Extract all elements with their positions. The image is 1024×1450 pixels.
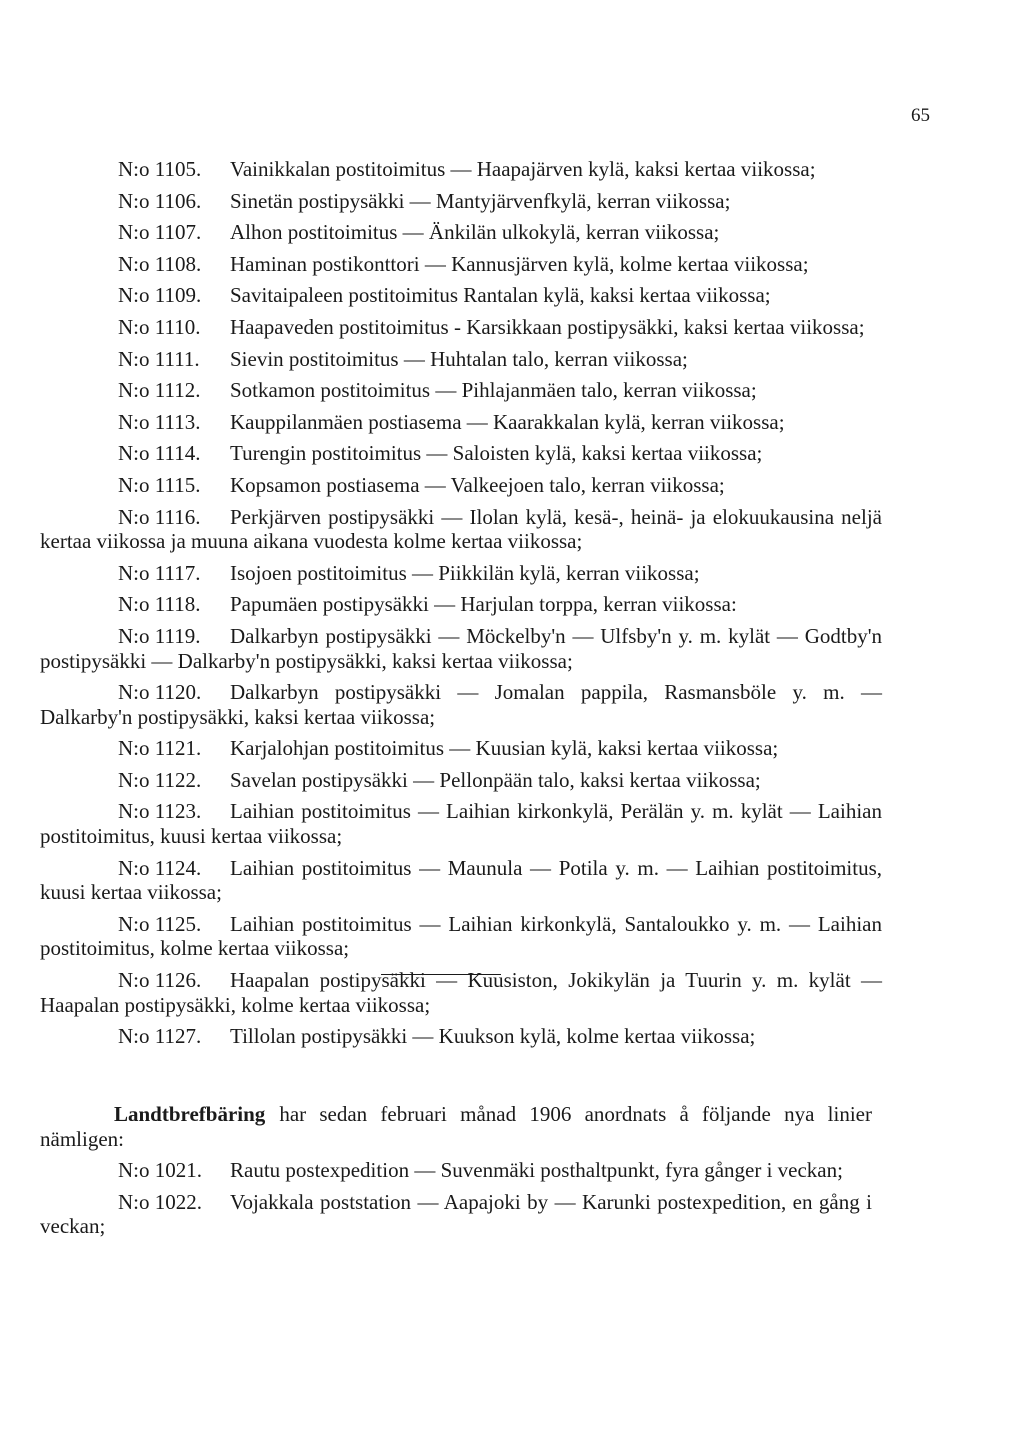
- page-number: 65: [911, 105, 930, 126]
- section-intro-text: har sedan februari månad 1906 anordnats å följande nya linier nämligen:: [40, 1102, 872, 1151]
- entry-number: N:o 1118.: [118, 592, 201, 617]
- entry-text: Dalkarbyn postipysäkki — Jomalan pappila, Rasmansböle y. m. — Dalkarby'n postipysäkki, kaksi kertaa viikossa;: [40, 680, 882, 729]
- entry-text: Kopsamon postiasema — Valkeejoen talo, kerran viikossa;: [230, 472, 725, 497]
- entry-number: N:o 1110.: [118, 314, 201, 339]
- route-entry: [40, 856, 882, 905]
- entry-text: Laihian postitoimitus — Laihian kirkonkylä, Santaloukko y. m. — Laihian postitoimitus, kolme kertaa viikossa;: [40, 911, 882, 961]
- route-entry: [40, 157, 882, 182]
- entry-text: Haapaveden postitoimitus - Karsikkaan postipysäkki, kaksi kertaa viikossa;: [230, 314, 865, 339]
- route-entry: [40, 768, 882, 793]
- route-entry: [40, 347, 882, 372]
- entry-text: Karjalohjan postitoimitus — Kuusian kylä, kaksi kertaa viikossa;: [230, 736, 779, 761]
- entry-text: Laihian postitoimitus — Laihian kirkonkylä, Perälän y. m. kylät — Laihian postitoimitus, kuusi kertaa viikossa;: [40, 799, 882, 849]
- entry-number: N:o 1111.: [118, 346, 200, 371]
- route-list: [40, 157, 882, 1056]
- route-entry: [40, 378, 882, 403]
- entry-number: N:o 1107.: [118, 220, 202, 245]
- entry-text: Vainikkalan postitoimitus — Haapajärven kylä, kaksi kertaa viikossa;: [230, 157, 816, 181]
- route-entry: [40, 561, 882, 586]
- entry-text: Savitaipaleen postitoimitus Rantalan kylä, kaksi kertaa viikossa;: [230, 283, 771, 308]
- route-entry: [40, 912, 882, 961]
- entry-text: Tillolan postipysäkki — Kuukson kylä, kolme kertaa viikossa;: [230, 1024, 756, 1049]
- entry-number: N:o 1112.: [118, 378, 201, 403]
- entry-text: Sievin postitoimitus — Huhtalan talo, kerran viikossa;: [230, 346, 688, 371]
- entry-number: N:o 1117.: [118, 560, 201, 585]
- route-entry: [40, 968, 882, 1017]
- entry-number: N:o 1115.: [118, 472, 201, 497]
- entry-text: Sinetän postipysäkki — Mantyjärvenfkylä, kerran viikossa;: [230, 188, 731, 213]
- route-entry: [40, 592, 882, 617]
- entry-text: Haminan postikonttori — Kannusjärven kylä, kolme kertaa viikossa;: [230, 251, 809, 276]
- entry-number: N:o 1122.: [118, 767, 202, 792]
- route-entry: [40, 505, 882, 554]
- entry-number: N:o 1114.: [118, 441, 201, 466]
- entry-number: N:o 1022.: [118, 1189, 202, 1214]
- route-entry: [40, 680, 882, 729]
- entry-number: N:o 1126.: [118, 968, 202, 993]
- route-entry: [40, 441, 882, 466]
- entry-number: N:o 1121.: [118, 736, 202, 761]
- entry-number: N:o 1109.: [118, 283, 202, 308]
- entry-text: Haapalan postipysäkki — Kuusiston, Jokikylän ja Tuurin y. m. kylät — Haapalan postipysäkki, kolme kertaa viikossa;: [40, 968, 882, 1017]
- route-entry: [40, 1158, 872, 1183]
- entry-text: Papumäen postipysäkki — Harjulan torppa, kerran viikossa:: [230, 592, 737, 617]
- entry-number: N:o 1124.: [118, 855, 202, 880]
- entry-number: N:o 1106.: [118, 188, 202, 213]
- entry-text: Kauppilanmäen postiasema — Kaarakkalan kylä, kerran viikossa;: [230, 409, 785, 434]
- route-entry: [40, 1190, 872, 1239]
- entry-text: Alhon postitoimitus — Änkilän ulkokylä, kerran viikossa;: [230, 220, 720, 245]
- route-entry: [40, 624, 882, 673]
- entry-text: Turengin postitoimitus — Saloisten kylä, kaksi kertaa viikossa;: [230, 441, 763, 466]
- section-heading: Landtbrefbäring: [114, 1102, 266, 1126]
- entry-number: N:o 1123.: [118, 799, 202, 824]
- route-entry: [40, 220, 882, 245]
- section-divider: [381, 974, 501, 975]
- entry-number: N:o 1021.: [118, 1158, 202, 1183]
- entry-text: Vojakkala poststation — Aapajoki by — Karunki postexpedition, en gång i veckan;: [40, 1189, 872, 1239]
- entry-text: Dalkarbyn postipysäkki — Möckelby'n — Ulfsby'n y. m. kylät — Godtby'n postipysäkki — Dalkarby'n postipysäkki, kaksi kertaa viikossa;: [40, 623, 882, 673]
- route-entry: [40, 189, 882, 214]
- route-entry: [40, 252, 882, 277]
- entry-text: Laihian postitoimitus — Maunula — Potila y. m. — Laihian postitoimitus, kuusi kertaa viikossa;: [40, 855, 882, 905]
- route-entry: [40, 473, 882, 498]
- route-entry: [40, 283, 882, 308]
- route-entry: [40, 1024, 882, 1049]
- route-entry: [40, 799, 882, 848]
- entry-number: N:o 1127.: [118, 1024, 202, 1049]
- entry-number: N:o 1116.: [118, 504, 201, 529]
- route-entry: [40, 410, 882, 435]
- entry-number: N:o 1113.: [118, 409, 201, 434]
- swedish-section: [40, 1102, 872, 1246]
- route-entry: [40, 315, 882, 340]
- entry-number: N:o 1125.: [118, 911, 202, 936]
- entry-number: N:o 1119.: [118, 623, 201, 648]
- entry-number: N:o 1120.: [118, 680, 202, 705]
- entry-text: Sotkamon postitoimitus — Pihlajanmäen talo, kerran viikossa;: [230, 378, 757, 403]
- entry-text: Rautu postexpedition — Suvenmäki posthaltpunkt, fyra gånger i veckan;: [230, 1158, 843, 1183]
- entry-text: Savelan postipysäkki — Pellonpään talo, kaksi kertaa viikossa;: [230, 767, 761, 792]
- entry-number: N:o 1105.: [118, 157, 202, 181]
- route-entry: [40, 736, 882, 761]
- entry-text: Perkjärven postipysäkki — Ilolan kylä, kesä-, heinä- ja elokuukausina neljä kertaa viikossa ja muuna aikana vuodesta kolme kertaa viikossa;: [40, 504, 882, 554]
- entry-text: Isojoen postitoimitus — Piikkilän kylä, kerran viikossa;: [230, 560, 700, 585]
- entry-number: N:o 1108.: [118, 251, 202, 276]
- section-intro: [40, 1102, 872, 1151]
